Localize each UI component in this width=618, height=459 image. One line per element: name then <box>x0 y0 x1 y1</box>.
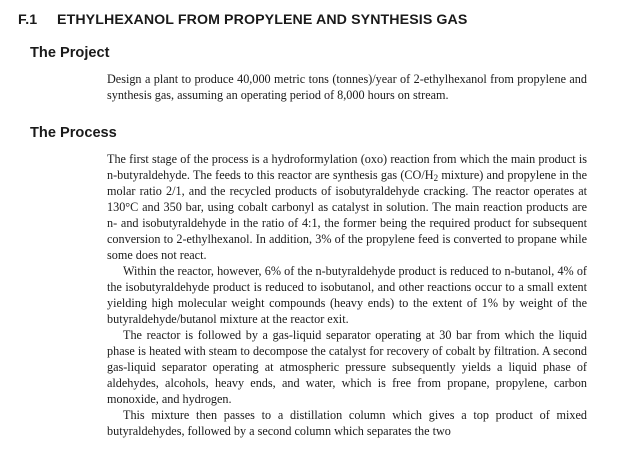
process-section <box>107 151 587 439</box>
chapter-number: F.1 <box>18 12 38 28</box>
project-section <box>107 71 587 103</box>
chapter-title <box>18 12 467 28</box>
chapter-title-text: ETHYLHEXANOL FROM PROPYLENE AND SYNTHESIS GAS <box>57 12 468 28</box>
process-paragraph-2: Within the reactor, however, 6% of the n-butyraldehyde product is reduced to n-butanol, 4% of the isobutyraldehyde product is reduced to isobutanol, and other reactions occur to a small extent yielding high molecular weight compounds (heavy ends) to the extent of 1% by weight of the butyraldehyde/butanol mixture at the reactor exit. <box>107 264 587 326</box>
process-paragraph-4: This mixture then passes to a distillation column which gives a top product of mixed butyraldehydes, followed by a second column which separates the two <box>107 408 587 438</box>
project-heading: The Project <box>30 45 110 61</box>
p1-text-end: mixture) and propylene in the molar ratio 2/1, and the recycled products of isobutyraldehyde cracking. The reactor operates at 130°C and 350 bar, using cobalt carbonyl as catalyst in solution. The main reaction products are n- and isobutyraldehyde in the ratio of 4:1, the former being the required product for subsequent conversion to 2-ethylhexanol. In addition, 3% of the propylene feed is converted to propane while some does not react. <box>107 168 587 262</box>
process-heading: The Process <box>30 125 117 141</box>
process-paragraph-1 <box>107 151 587 263</box>
p1-text-start: The first stage of the process is a hydroformylation (oxo) reaction from which the main product is n-butyraldehyde. The feeds to this reactor are synthesis gas (CO/H <box>107 152 587 182</box>
h2-subscript: 2 <box>433 173 439 183</box>
project-paragraph: Design a plant to produce 40,000 metric tons (tonnes)/year of 2-ethylhexanol from propylene and synthesis gas, assuming an operating period of 8,000 hours on stream. <box>107 72 587 102</box>
process-paragraph-3: The reactor is followed by a gas-liquid separator operating at 30 bar from which the liquid phase is heated with steam to decompose the catalyst for recovery of cobalt by filtration. A second gas-liquid separator operating at atmospheric pressure subsequently yields a liquid phase of aldehydes, alcohols, heavy ends, and water, which is free from propane, propylene, carbon monoxide, and hydrogen. <box>107 328 587 406</box>
